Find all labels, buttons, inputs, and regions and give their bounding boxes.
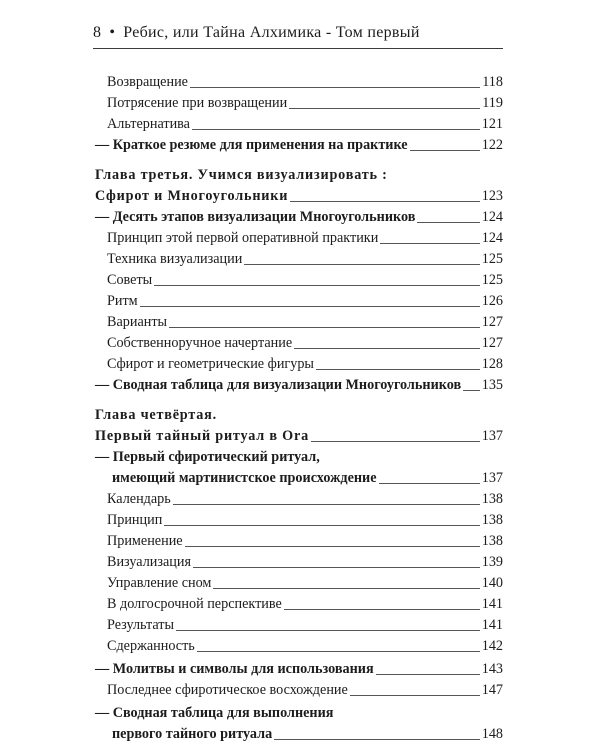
toc-entry bbox=[95, 594, 503, 615]
toc-entry-title: Техника визуализации bbox=[107, 251, 243, 267]
toc-entry bbox=[95, 291, 503, 312]
toc-entry bbox=[95, 552, 503, 573]
header-page-number: 8 bbox=[93, 24, 102, 41]
toc-entry bbox=[95, 354, 503, 375]
toc-entry-title: Последнее сфиротическое восхождение bbox=[107, 682, 348, 698]
toc-entry-title: Результаты bbox=[107, 617, 174, 633]
toc-entry-page: 118 bbox=[482, 74, 503, 90]
toc-leader bbox=[376, 674, 480, 675]
toc-entry-page: 128 bbox=[481, 356, 503, 372]
toc-leader bbox=[190, 87, 480, 88]
toc-entry-page: 138 bbox=[481, 491, 503, 507]
chapter-title-line2: Сфирот и Многоугольники bbox=[95, 188, 289, 204]
toc-entry-title: Возвращение bbox=[107, 74, 188, 90]
toc-leader bbox=[197, 651, 480, 652]
toc-leader bbox=[154, 285, 480, 286]
toc-leader bbox=[463, 390, 480, 391]
toc-entry-title: Сфирот и геометрические фигуры bbox=[107, 356, 314, 372]
toc-leader bbox=[169, 327, 480, 328]
toc-entry-page: 139 bbox=[481, 554, 503, 570]
toc-chapter-3 bbox=[95, 165, 503, 207]
toc-section-resume bbox=[95, 135, 503, 156]
toc-entry-page: 142 bbox=[481, 638, 503, 654]
toc-section-title: — Краткое резюме для применения на практике bbox=[95, 137, 408, 153]
toc-section-page: 148 bbox=[481, 726, 503, 742]
toc-entry bbox=[95, 72, 503, 93]
toc-entry-page: 127 bbox=[481, 335, 503, 351]
toc-entry-page: 121 bbox=[481, 116, 503, 132]
chapter-page: 123 bbox=[481, 188, 503, 204]
chapter-title-line2: Первый тайный ритуал в Ora bbox=[95, 428, 309, 444]
toc-section-title-line2: первого тайного ритуала bbox=[112, 726, 273, 742]
toc-leader bbox=[192, 129, 480, 130]
toc-section-title: — Молитвы и символы для использования bbox=[95, 661, 374, 677]
toc-entry-title: Варианты bbox=[107, 314, 168, 330]
toc-entry bbox=[95, 270, 503, 291]
chapter-title-line1: Глава третья. Учимся визуализировать : bbox=[95, 167, 388, 183]
toc-leader bbox=[176, 630, 480, 631]
toc-section-title-line1: — Первый сфиротический ритуал, bbox=[95, 449, 320, 465]
toc-entry bbox=[95, 249, 503, 270]
toc-section-first-ritual bbox=[95, 447, 503, 489]
toc-leader bbox=[274, 739, 480, 740]
toc-leader bbox=[350, 695, 480, 696]
header-running-title: Ребис, или Тайна Алхимика - Том первый bbox=[123, 24, 420, 41]
toc-chapter-4 bbox=[95, 405, 503, 447]
toc-section-summary-table bbox=[95, 375, 503, 396]
toc-entry-page: 141 bbox=[481, 596, 503, 612]
toc-section-page: 137 bbox=[481, 470, 503, 486]
toc-entry-title: Управление сном bbox=[107, 575, 212, 591]
toc-entry-page: 119 bbox=[482, 95, 503, 111]
toc-section-page: 143 bbox=[481, 661, 503, 677]
running-header bbox=[93, 24, 503, 48]
toc-entry-title: Потрясение при возвращении bbox=[107, 95, 288, 111]
toc-entry bbox=[95, 228, 503, 249]
toc-entry-title: Визуализация bbox=[107, 554, 191, 570]
toc-entry-title: Принцип этой первой оперативной практики bbox=[107, 230, 379, 246]
toc-entry-title: Принцип bbox=[107, 512, 163, 528]
toc-entry bbox=[95, 114, 503, 135]
toc-entry bbox=[95, 615, 503, 636]
toc-leader bbox=[311, 441, 480, 442]
header-rule bbox=[93, 48, 503, 49]
toc-entry bbox=[95, 636, 503, 657]
toc-section-title: — Сводная таблица для визуализации Многоугольников bbox=[95, 377, 462, 393]
toc-leader bbox=[173, 504, 480, 505]
toc-leader bbox=[213, 588, 479, 589]
toc-section-prayers bbox=[95, 659, 503, 680]
toc-section-page: 124 bbox=[481, 209, 503, 225]
toc-entry-page: 125 bbox=[481, 272, 503, 288]
toc-entry-title: Альтернатива bbox=[107, 116, 190, 132]
toc-entry bbox=[95, 680, 503, 701]
toc-leader bbox=[244, 264, 479, 265]
toc-entry-page: 126 bbox=[481, 293, 503, 309]
toc-entry-page: 125 bbox=[481, 251, 503, 267]
toc-leader bbox=[140, 306, 480, 307]
toc-leader bbox=[284, 609, 480, 610]
toc-leader bbox=[294, 348, 480, 349]
toc-leader bbox=[164, 525, 479, 526]
toc-section-title-line2: имеющий мартинистское происхождение bbox=[112, 470, 377, 486]
toc-entry bbox=[95, 489, 503, 510]
toc-section-page: 122 bbox=[481, 137, 503, 153]
toc-entry-title: Сдержанность bbox=[107, 638, 195, 654]
toc-entry bbox=[95, 93, 503, 114]
toc-leader bbox=[193, 567, 480, 568]
toc-leader bbox=[379, 483, 480, 484]
toc-entry-title: Собственноручное начертание bbox=[107, 335, 293, 351]
toc-section-title: — Десять этапов визуализации Многоугольников bbox=[95, 209, 416, 225]
toc-entry-title: Календарь bbox=[107, 491, 171, 507]
toc-entry-page: 127 bbox=[481, 314, 503, 330]
toc-entry bbox=[95, 333, 503, 354]
toc-entry-title: Применение bbox=[107, 533, 183, 549]
toc-leader bbox=[417, 222, 479, 223]
toc-leader bbox=[410, 150, 480, 151]
toc-leader bbox=[380, 243, 479, 244]
header-separator: • bbox=[109, 24, 116, 41]
chapter-page: 137 bbox=[481, 428, 503, 444]
toc-leader bbox=[316, 369, 480, 370]
toc-entry-title: В долгосрочной перспективе bbox=[107, 596, 282, 612]
toc-entry-page: 140 bbox=[481, 575, 503, 591]
toc-entry-page: 147 bbox=[481, 682, 503, 698]
toc-leader bbox=[290, 201, 479, 202]
toc-entry bbox=[95, 531, 503, 552]
toc-leader bbox=[185, 546, 480, 547]
toc-entry-page: 124 bbox=[481, 230, 503, 246]
toc-entry bbox=[95, 573, 503, 594]
toc-section-page: 135 bbox=[481, 377, 503, 393]
toc-entry-page: 138 bbox=[481, 533, 503, 549]
toc-section-title-line1: — Сводная таблица для выполнения bbox=[95, 705, 334, 721]
toc-entry-title: Советы bbox=[107, 272, 153, 288]
toc-section-final-table bbox=[95, 703, 503, 745]
toc-entry-page: 138 bbox=[481, 512, 503, 528]
toc-section-ten-stages bbox=[95, 207, 503, 228]
toc-entry-title: Ритм bbox=[107, 293, 138, 309]
toc-entry bbox=[95, 312, 503, 333]
toc-entry bbox=[95, 510, 503, 531]
toc-leader bbox=[289, 108, 480, 109]
chapter-title-line1: Глава четвёртая. bbox=[95, 407, 217, 423]
toc-entry-page: 141 bbox=[481, 617, 503, 633]
